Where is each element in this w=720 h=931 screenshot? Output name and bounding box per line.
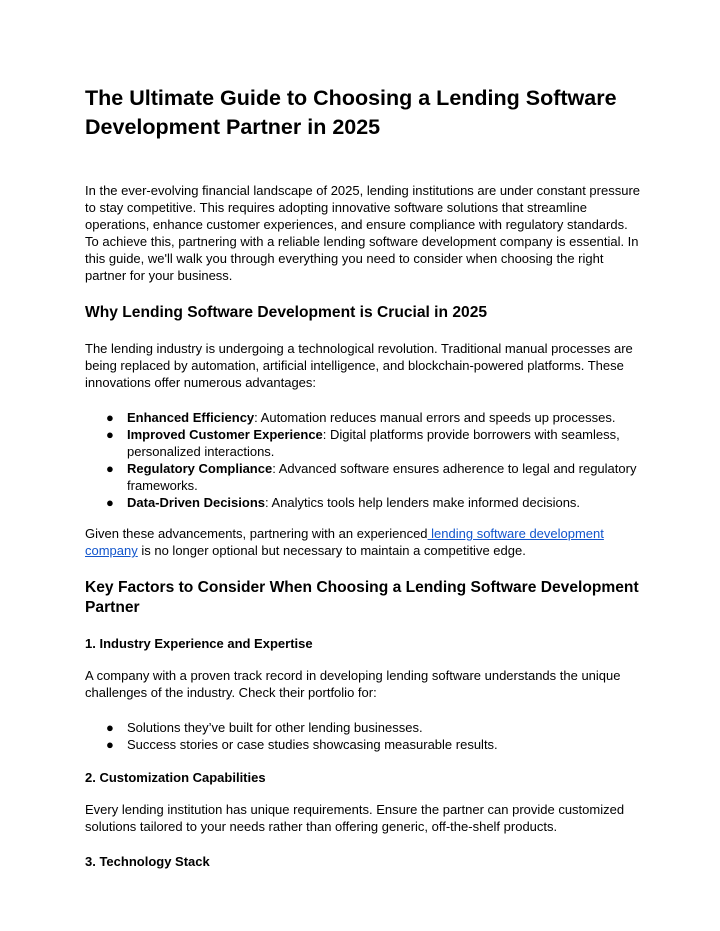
list-item-text: Success stories or case studies showcasing measurable results. xyxy=(127,737,498,752)
list-item-term: Enhanced Efficiency xyxy=(127,410,255,425)
list-item-text: : Analytics tools help lenders make informed decisions. xyxy=(265,495,581,510)
list-item-text: Solutions they’ve built for other lending businesses. xyxy=(127,720,423,735)
list-item-term: Improved Customer Experience xyxy=(127,427,323,442)
bullet-icon: ● xyxy=(106,495,114,510)
subheading-technology-stack: 3. Technology Stack xyxy=(85,854,210,869)
list-item xyxy=(85,494,640,511)
customization-paragraph: Every lending institution has unique requirements. Ensure the partner can provide customized solutions tailored to your needs rather than offering generic, off-the-shelf products. xyxy=(85,802,625,834)
portfolio-list xyxy=(85,719,640,753)
bullet-icon: ● xyxy=(106,720,114,735)
industry-experience-paragraph: A company with a proven track record in developing lending software understands the unique challenges of the industry. Check their portfolio for: xyxy=(85,668,621,700)
list-item-term: Data-Driven Decisions xyxy=(127,495,265,510)
bullet-icon: ● xyxy=(106,737,114,752)
list-item-term: Regulatory Compliance xyxy=(127,461,273,476)
list-item xyxy=(85,460,640,494)
list-item xyxy=(85,409,640,426)
section-why-paragraph: The lending industry is undergoing a technological revolution. Traditional manual processes are being replaced by automation, artificial intelligence, and blockchain-powered platforms. These innovations offer numerous advantages: xyxy=(85,341,633,390)
intro-paragraph: In the ever-evolving financial landscape of 2025, lending institutions are under constant pressure to stay competitive. This requires adopting innovative software solutions that streamline operations, enhance customer experiences, and ensure compliance with regulatory standards. To achieve this, partnering with a reliable lending software development company is essential. In this guide, we'll walk you through everything you need to consider when choosing the right partner for your business. xyxy=(85,183,641,283)
bullet-icon: ● xyxy=(106,427,114,442)
bullet-icon: ● xyxy=(106,461,114,476)
list-item xyxy=(85,736,640,753)
closing-text-before: Given these advancements, partnering with an experienced xyxy=(85,526,428,541)
advantages-list xyxy=(85,409,640,511)
lending-software-company-link[interactable]: lending software development company xyxy=(85,526,604,558)
closing-text-after: is no longer optional but necessary to maintain a competitive edge. xyxy=(137,543,526,558)
section-why-closing xyxy=(85,525,640,559)
section-heading-key-factors: Key Factors to Consider When Choosing a Lending Software Development Partner xyxy=(85,579,639,616)
document-page xyxy=(85,84,640,885)
list-item xyxy=(85,426,640,460)
subheading-customization: 2. Customization Capabilities xyxy=(85,770,266,785)
page-title: The Ultimate Guide to Choosing a Lending Software Development Partner in 2025 xyxy=(85,86,617,139)
list-item xyxy=(85,719,640,736)
subheading-industry-experience: 1. Industry Experience and Expertise xyxy=(85,636,313,651)
list-item-text: : Advanced software ensures adherence to legal and regulatory frameworks. xyxy=(127,461,637,493)
list-item-text: : Automation reduces manual errors and speeds up processes. xyxy=(254,410,616,425)
list-item-text: : Digital platforms provide borrowers with seamless, personalized interactions. xyxy=(127,427,620,459)
section-heading-why: Why Lending Software Development is Crucial in 2025 xyxy=(85,304,488,321)
bullet-icon: ● xyxy=(106,410,114,425)
